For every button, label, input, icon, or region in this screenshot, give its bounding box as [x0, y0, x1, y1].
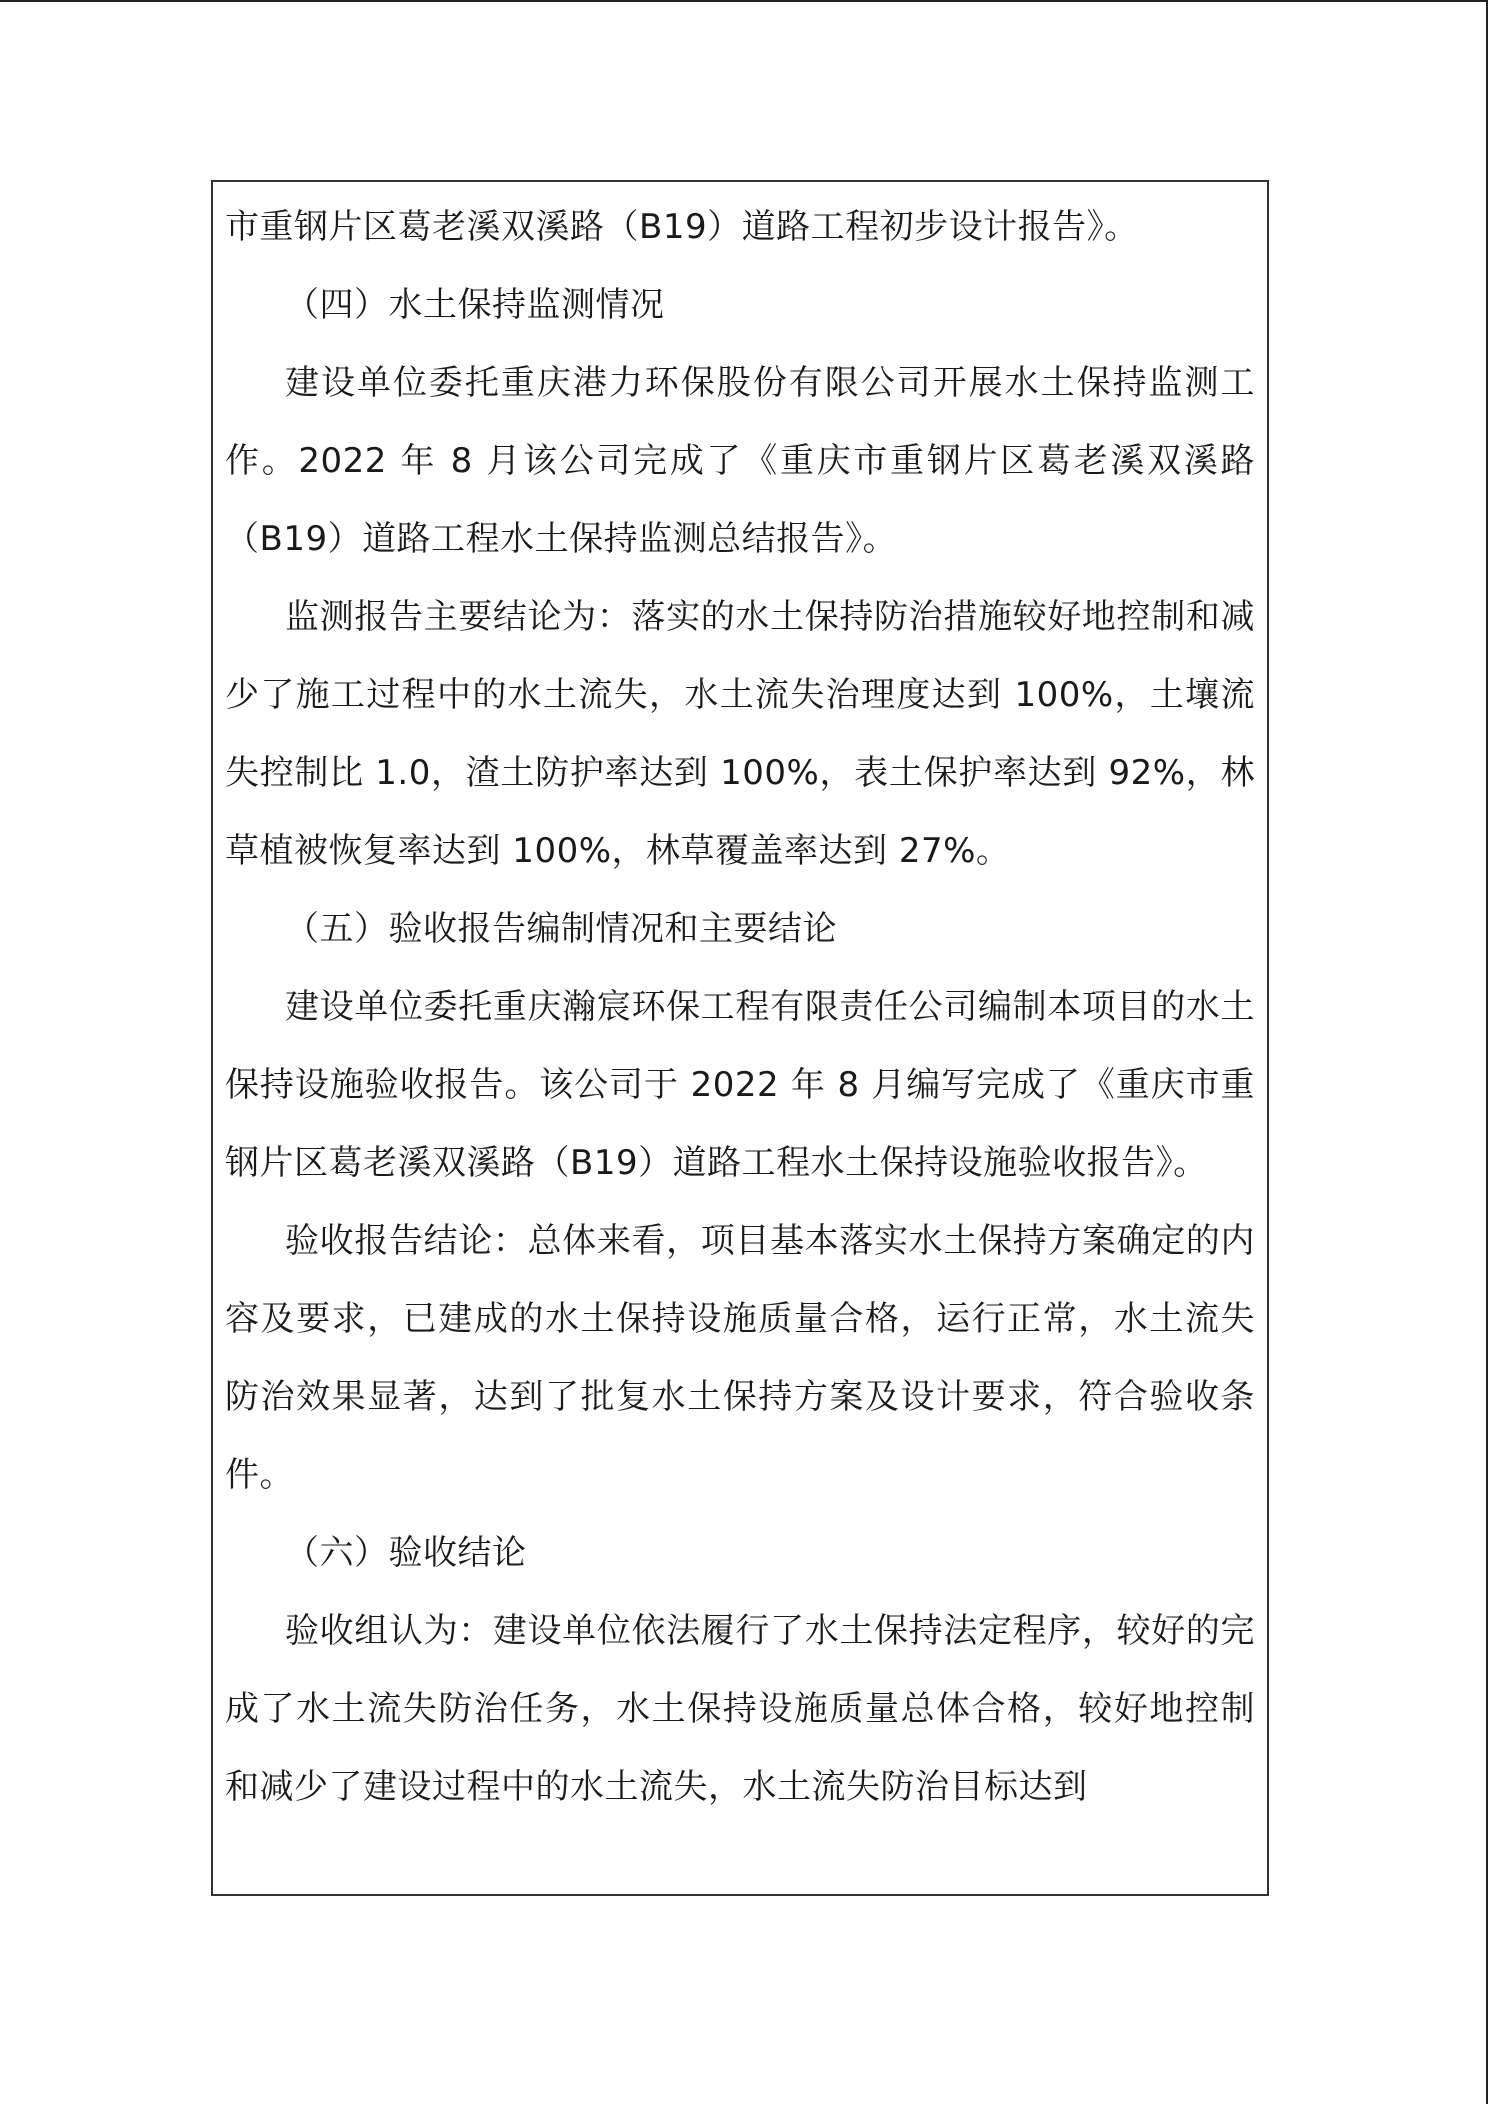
paragraph-monitoring-work: 建设单位委托重庆港力环保股份有限公司开展水土保持监测工作。2022 年 8 月该公司完成了《重庆市重钢片区葛老溪双溪路（B19）道路工程水土保持监测总结报告》。	[225, 363, 1255, 559]
section-heading-acceptance-report: （五）验收报告编制情况和主要结论	[285, 909, 837, 949]
paragraph-acceptance-group-opinion: 验收组认为：建设单位依法履行了水土保持法定程序，较好的完成了水土流失防治任务，水土保持设施质量总体合格，较好地控制和减少了建设过程中的水土流失，水土流失防治目标达到	[225, 1611, 1255, 1807]
section-heading-monitoring: （四）水土保持监测情况	[285, 285, 665, 325]
section-heading-acceptance-conclusion: （六）验收结论	[285, 1533, 527, 1573]
page-top-border	[0, 0, 1488, 2]
paragraph-acceptance-report-preparation: 建设单位委托重庆瀚宸环保工程有限责任公司编制本项目的水土保持设施验收报告。该公司于 2022 年 8 月编写完成了《重庆市重钢片区葛老溪双溪路（B19）道路工程水土保持设施验收报告》。	[225, 987, 1255, 1183]
paragraph-monitoring-conclusion: 监测报告主要结论为：落实的水土保持防治措施较好地控制和减少了施工过程中的水土流失，水土流失治理度达到 100%，土壤流失控制比 1.0，渣土防护率达到 100%，表土保护率达到 92%，林草植被恢复率达到 100%，林草覆盖率达到 27%。	[225, 597, 1255, 871]
document-text-box	[211, 180, 1269, 1896]
paragraph-continuation: 市重钢片区葛老溪双溪路（B19）道路工程初步设计报告》。	[225, 207, 1139, 247]
paragraph-acceptance-report-conclusion: 验收报告结论：总体来看，项目基本落实水土保持方案确定的内容及要求，已建成的水土保持设施质量合格，运行正常，水土流失防治效果显著，达到了批复水土保持方案及设计要求，符合验收条件。	[225, 1221, 1255, 1495]
